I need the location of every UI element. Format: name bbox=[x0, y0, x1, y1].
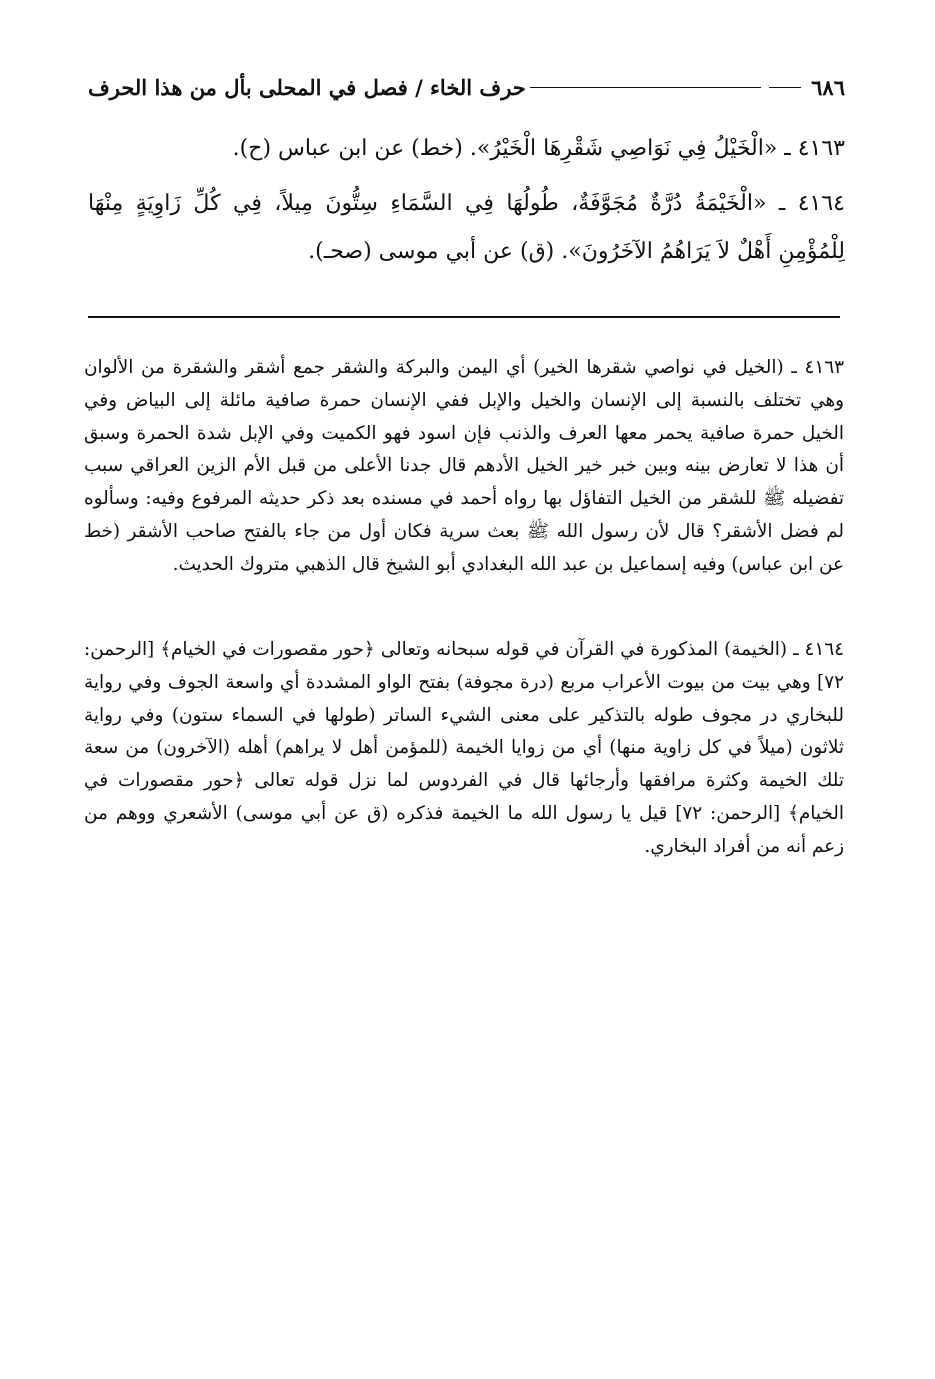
commentary-4163: ٤١٦٣ ـ (الخيل في نواصي شقرها الخير) أي اليمن والبركة والشقر جمع أشقر والشقرة من الألوان وهي تختلف بالنسبة إلى الإنسان والخيل والإبل ففي الإنسان حمرة صافية مائلة إلى البياض وفي الخيل حمرة صافية يحمر معها العرف والذنب فإن اسود فهو الكميت وفي الإبل شدة الحمرة وسبق أن هذا لا تعارض بينه وبين خبر خير الخيل الأدهم قال جدنا الأعلى من قبل الأم الزين العراقي سبب تفضيله ﷺ للشقر من الخيل التفاؤل بها رواه أحمد في مسنده بعد ذكر حديثه المرفوع وفيه: وسألوه لم فضل الأشقر؟ قال لأن رسول الله ﷺ بعث سرية فكان أول من جاء بالفتح صاحب الأشقر (خط عن ابن عباس) وفيه إسماعيل بن عبد الله البغدادي أبو الشيخ قال الذهبي متروك الحديث. bbox=[84, 357, 844, 575]
footnote-divider bbox=[88, 316, 840, 318]
running-title: حرف الخاء / فصل في المحلى بأل من هذا الحرف bbox=[88, 74, 526, 100]
hadith-4164: ٤١٦٤ ـ «الْخَيْمَةُ دُرَّةٌ مُجَوَّفَةٌ، طُولُهَا فِي السَّمَاءِ سِتُّونَ مِيلاً، فِي كُلِّ زَاوِيَةٍ مِنْهَا لِلْمُؤْمِنِ أَهْلٌ لاَ يَرَاهُمُ الآخَرُونَ». (ق) عن أبي موسى (صحـ). bbox=[88, 191, 845, 264]
running-header bbox=[88, 70, 845, 104]
page-number: ٦٨٦ bbox=[811, 74, 845, 100]
header-rule-long bbox=[530, 87, 761, 88]
header-rule-short bbox=[769, 87, 801, 88]
hadith-4163: ٤١٦٣ ـ «الْخَيْلُ فِي نَوَاصِي شَقْرِهَا الْخَيْرُ». (خط) عن ابن عباس (ح). bbox=[232, 136, 845, 161]
commentary-4164: ٤١٦٤ ـ (الخيمة) المذكورة في القرآن في قوله سبحانه وتعالى ﴿حور مقصورات في الخيام﴾ [الرحمن: ٧٢] وهي بيت من بيوت الأعراب مربع (درة مجوفة) بفتح الواو المشددة أي واسعة الجوف وفي رواية للبخاري در مجوف طوله بالتذكير على معنى الشيء الساتر (طولها في السماء ستون) وفي رواية ثلاثون (ميلاً في كل زاوية منها) أي من زوايا الخيمة (للمؤمن أهل لا يراهم) أهله (الآخرون) من سعة تلك الخيمة وكثرة مرافقها وأرجائها قال في الفردوس لما نزل قوله تعالى ﴿حور مقصورات في الخيام﴾ [الرحمن: ٧٢] قيل يا رسول الله ما الخيمة فذكره (ق عن أبي موسى) الأشعري ووهم من زعم أنه من أفراد البخاري. bbox=[84, 639, 845, 857]
